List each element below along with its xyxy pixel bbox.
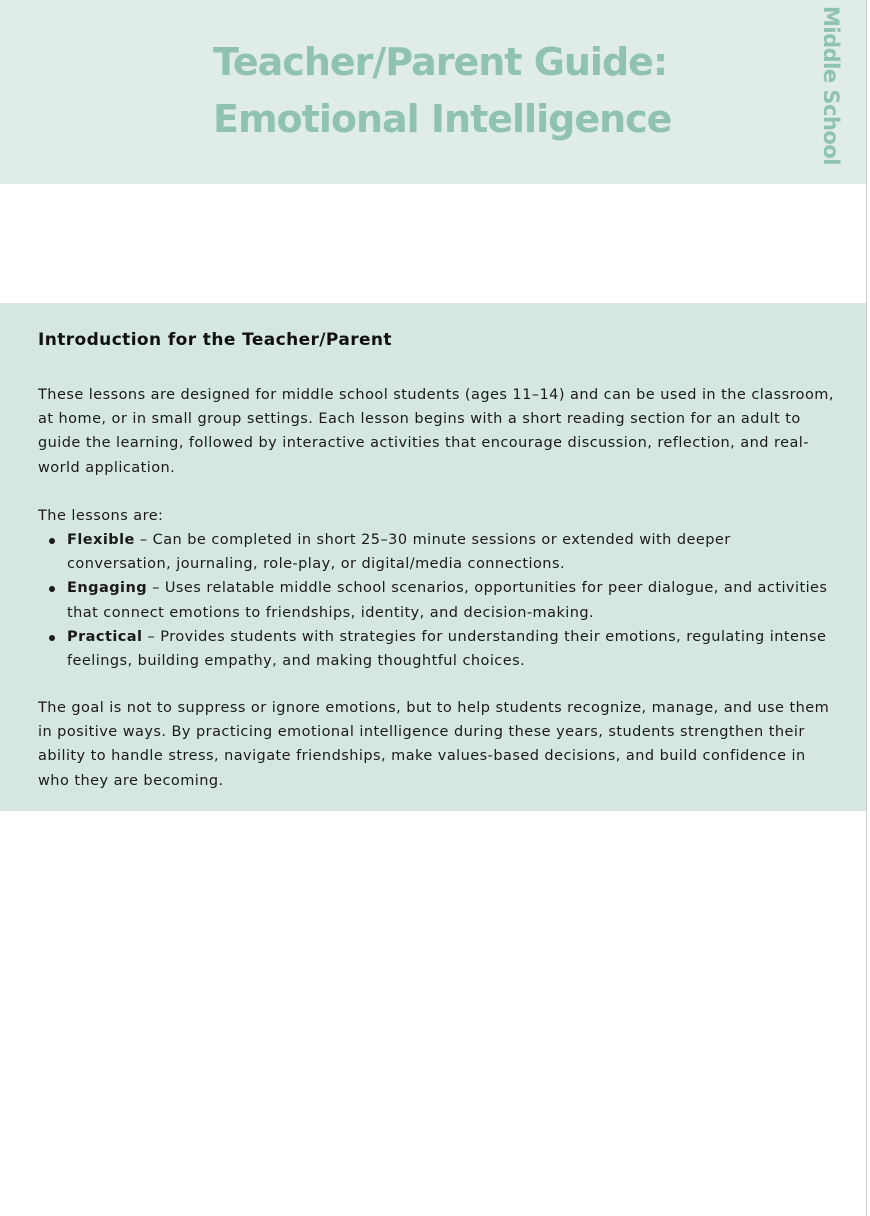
grade-level-label: Middle School — [819, 6, 843, 165]
list-item-engaging — [38, 576, 838, 624]
bullet-icon — [49, 586, 55, 592]
title-line-1: Teacher/Parent Guide: — [213, 40, 668, 84]
list-item-term: Engaging — [67, 580, 148, 597]
list-item-text: – Uses relatable middle school scenarios, opportunities for peer dialogue, and activities that connect emotions to friendships, identity, and decision-making. — [67, 580, 828, 621]
list-item-flexible — [38, 528, 838, 576]
lessons-lead-text: The lessons are: — [38, 508, 164, 524]
list-item-text: – Provides students with strategies for understanding their emotions, regulating intense feelings, building empathy, and making thoughtful choices. — [67, 628, 827, 670]
intro-paragraph: These lessons are designed for middle school students (ages 11–14) and can be used in the classroom, at home, or in small group settings. Each lesson begins with a short reading section for an adult to guide the learning, followed by interactive activities that encourage discussion, reflection, and real-world application. — [38, 387, 834, 476]
goal-paragraph: The goal is not to suppress or ignore emotions, but to help students recognize, manage, and use them in positive ways. By practicing emotional intelligence during these years, students strengthen their ability to handle stress, navigate friendships, make values-based decisions, and build confidence in who they are becoming. — [38, 700, 830, 789]
list-item-term: Flexible — [67, 532, 135, 548]
page-title — [213, 34, 773, 148]
list-item-term: Practical — [67, 628, 143, 645]
list-item-practical — [38, 625, 838, 673]
section-heading: Introduction for the Teacher/Parent — [38, 330, 392, 350]
page-edge-divider — [866, 0, 867, 1216]
title-line-2: Emotional Intelligence — [213, 97, 672, 141]
list-item-text: – Can be completed in short 25–30 minute sessions or extended with deeper conversation, journaling, role-play, or digital/media connections. — [67, 532, 731, 573]
lesson-qualities-list — [38, 528, 838, 673]
bullet-icon — [49, 635, 55, 641]
bullet-icon — [49, 538, 55, 544]
